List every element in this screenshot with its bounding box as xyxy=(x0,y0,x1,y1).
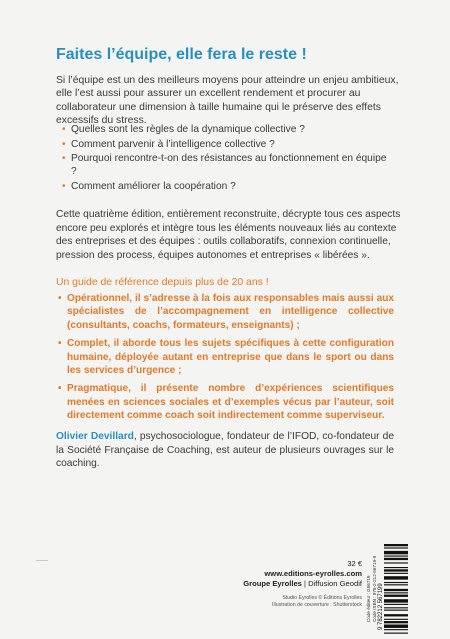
intro-paragraph: Si l’équipe est un des meilleurs moyens pour atteindre un enjeu ambitieux, elle l’est aussi pour assurer un excellent rendement et procurer au collaborateur une dimension à taille humaine qui le préserve des effets excessifs du stress. xyxy=(56,75,399,126)
author-bio xyxy=(56,430,394,471)
barcode-bar xyxy=(384,614,408,616)
barcode-bar xyxy=(384,619,408,620)
publisher-block xyxy=(232,559,362,609)
feature-list xyxy=(58,292,394,428)
bullet-icon: • xyxy=(62,180,66,192)
barcode-bar xyxy=(384,584,408,585)
isbn-code: Code ISBN : 978-2-212-56719-9 xyxy=(372,555,377,622)
barcode-bar xyxy=(384,551,408,554)
bullet-icon: • xyxy=(62,153,66,164)
barcode-bar xyxy=(384,558,408,560)
list-item: • Opérationnel, il s’adresse à la fois aux responsables mais aussi aux spécialistes de l’accompagnement en intelligence collective (consultants, coachs, formateurs, enseignants) ; xyxy=(58,293,394,331)
list-item: • Complet, il aborde tous les sujets spécifiques à cette configuration humaine, déployée autant en entreprise que dans le sport ou dans les services d’urgence ; xyxy=(58,338,394,377)
author-description: , psychosociologue, fondateur de l’IFOD, co-fondateur de la Société Française de Coaching, est auteur de plusieurs ouvrages sur le coaching. xyxy=(56,431,394,469)
guide-subtitle: Un guide de référence depuis plus de 20 ans ! xyxy=(56,277,269,288)
barcode-bar xyxy=(384,592,408,593)
barcode-bar xyxy=(384,604,408,605)
price-label: 32 € xyxy=(347,559,362,568)
barcode-bar xyxy=(384,595,408,597)
barcode-bar xyxy=(384,576,408,579)
barcode-bar xyxy=(384,621,408,623)
divider xyxy=(36,560,48,561)
bullet-icon: • xyxy=(58,338,62,350)
barcode-bar xyxy=(384,556,408,557)
list-item: • Pragmatique, il présente nombre d’expériences scientifiques menées en sciences sociales et d’exemples vécus par l’auteur, soit directement comme coach soit indirectement comme superviseur. xyxy=(58,383,394,422)
code-editeur: Code éditeur : G56719 xyxy=(366,575,371,622)
edition-paragraph: Cette quatrième édition, entièrement reconstruite, décrypte tous ces aspects encore peu explorés et intègre tous les éléments nouveaux liés au contexte des entreprises et des équipes : outils collaboratifs, connexion continuelle, pression des process, équipes autonomes et entreprises « libérées ». xyxy=(56,209,401,261)
barcode-bar xyxy=(384,607,408,608)
list-item: • Comment améliorer la coopération ? xyxy=(62,180,236,192)
bullet-icon: • xyxy=(58,383,62,395)
website-link[interactable]: www.editions-eyrolles.com xyxy=(264,569,362,578)
list-item: • Comment parvenir à l’intelligence collective ? xyxy=(62,138,275,150)
barcode-bar xyxy=(384,562,408,563)
barcode-bar xyxy=(384,625,408,628)
author-name: Olivier Devillard xyxy=(56,431,134,442)
bullet-icon: • xyxy=(58,293,62,304)
barcode-bar xyxy=(384,599,408,602)
publisher-group: Groupe Eyrolles | Diffusion Geodif xyxy=(243,579,362,588)
barcode-bar xyxy=(384,589,408,591)
barcode xyxy=(364,538,414,634)
credits: Studio Eyrolles © Éditions Eyrolles Illustration de couverture : Shutterstock xyxy=(272,595,362,608)
barcode-bar xyxy=(384,582,408,583)
barcode-bar xyxy=(384,633,408,634)
barcode-digits: 9 782212 567199 xyxy=(378,583,384,630)
bullet-icon: • xyxy=(62,138,66,150)
bullet-icon: • xyxy=(62,124,66,135)
barcode-bar xyxy=(384,573,408,574)
barcode-bar xyxy=(384,610,408,611)
barcode-icon xyxy=(364,538,414,634)
barcode-bar xyxy=(384,544,408,546)
barcode-bar xyxy=(384,629,408,630)
barcode-bar xyxy=(384,547,408,548)
cover-headline: Faites l’équipe, elle fera le reste ! xyxy=(56,46,307,63)
barcode-bar xyxy=(384,569,408,571)
question-list xyxy=(62,123,392,194)
barcode-bar xyxy=(384,567,408,568)
list-item: • Pourquoi rencontre-t-on des résistances au fonctionnement en équipe ? xyxy=(62,153,387,177)
list-item: • Quelles sont les règles de la dynamique collective ? xyxy=(62,124,305,135)
